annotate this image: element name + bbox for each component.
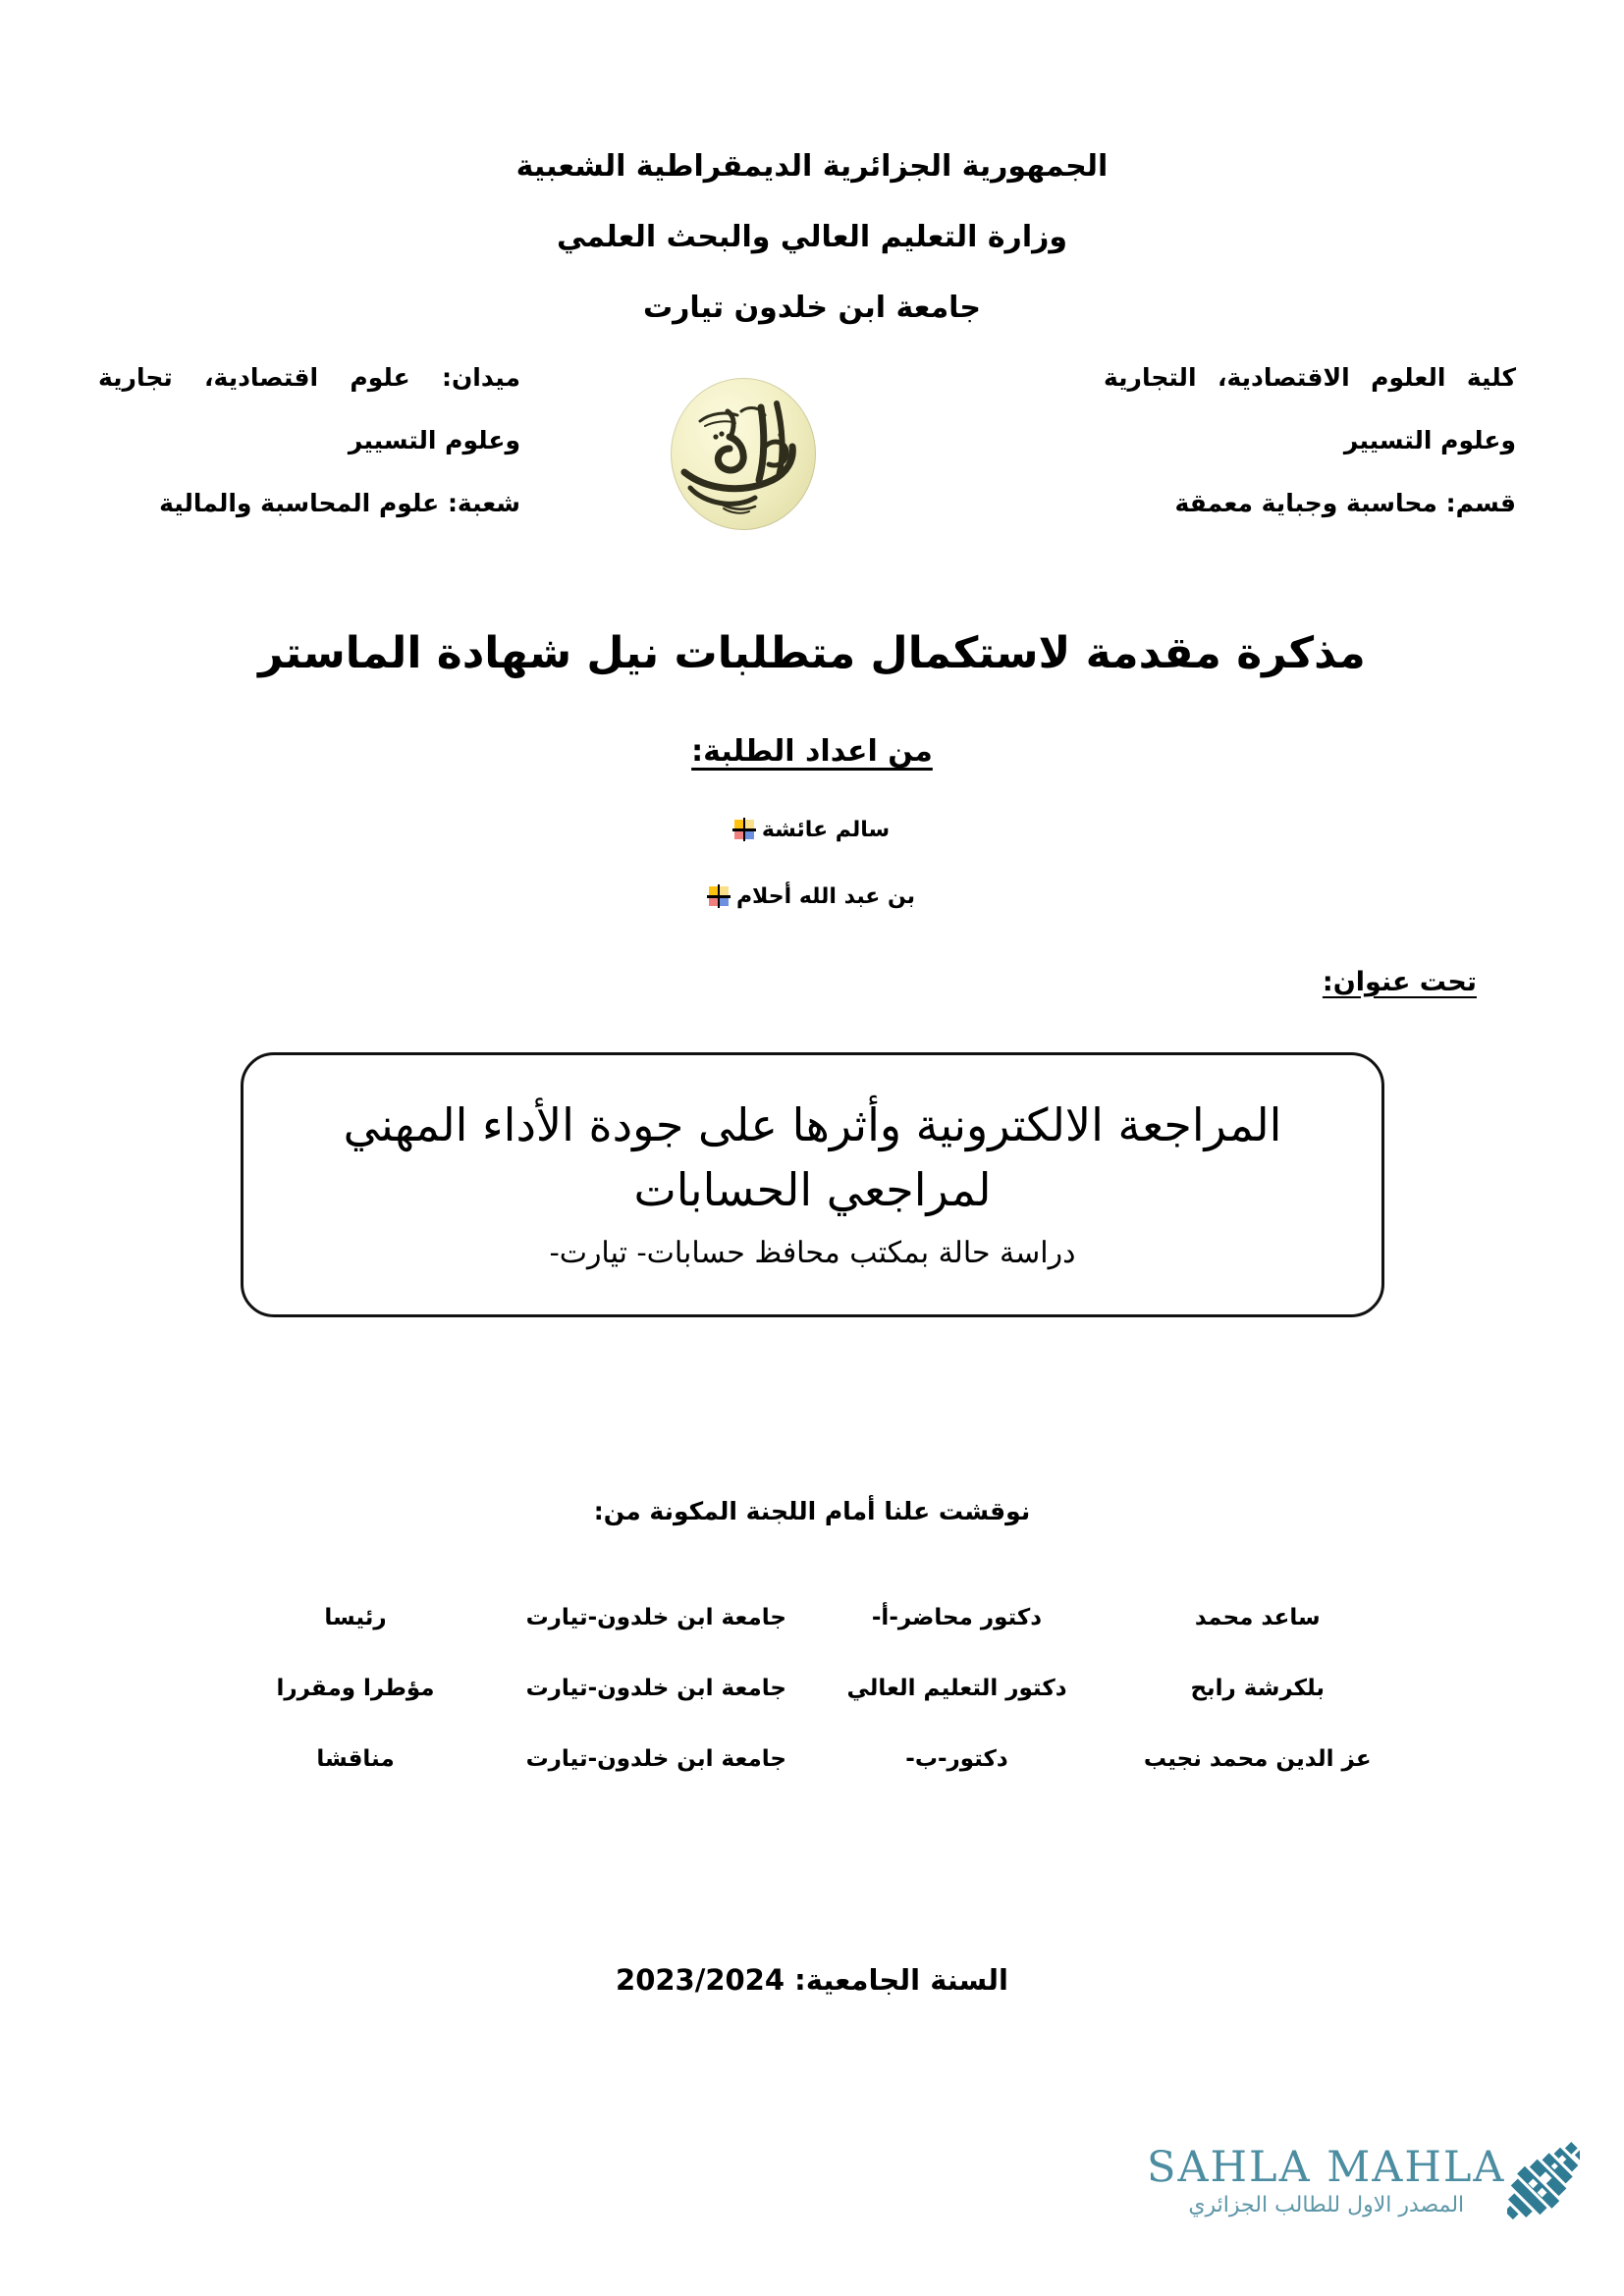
under-title-label-wrapper <box>1323 967 1477 997</box>
student-name-1: سالم عائشة <box>761 817 891 842</box>
watermark-title: SAHLA MAHLA <box>1147 2143 1506 2192</box>
ministry-line: وزارة التعليم العالي والبحث العلمي <box>556 220 1068 254</box>
thesis-subtitle: دراسة حالة بمكتب محافظ حسابات- تيارت- <box>549 1235 1076 1270</box>
student-row-1 <box>0 817 1624 842</box>
jury-rank: دكتور محاضر-أ- <box>871 1605 1043 1630</box>
degree-statement: مذكرة مقدمة لاستكمال متطلبات نيل شهادة الماستر <box>258 628 1366 678</box>
under-title-label: تحت عنوان: <box>1322 967 1477 997</box>
table-row <box>211 1724 1414 1794</box>
republic-line: الجمهورية الجزائرية الديمقراطية الشعبية <box>515 149 1109 184</box>
jury-rank: دكتور التعليم العالي <box>846 1676 1067 1701</box>
bullet-marker-icon-2 <box>709 886 729 906</box>
jury-university: جامعة ابن خلدون-تيارت <box>525 1676 786 1701</box>
thesis-title-line1: المراجعة الالكترونية وأثرها على جودة الأداء المهني <box>343 1098 1282 1152</box>
jury-rank: دكتور-ب- <box>905 1746 1008 1772</box>
students-label-wrapper <box>0 734 1624 769</box>
faculty-row-1 <box>98 363 1526 392</box>
faculty-name-line1: كلية العلوم الاقتصادية، التجارية <box>1104 363 1516 392</box>
table-row <box>211 1582 1414 1653</box>
thesis-title-box <box>241 1052 1384 1317</box>
watermark-text <box>1147 2143 1506 2217</box>
watermark-tagline: المصدر الاول للطالب الجزائري <box>1188 2193 1465 2217</box>
jury-role: مناقشا <box>316 1746 395 1772</box>
thesis-title-line2: لمراجعي الحسابات <box>633 1162 992 1216</box>
branch-line: شعبة: علوم المحاسبة والمالية <box>159 489 520 517</box>
thesis-title-main <box>277 1094 1348 1222</box>
field-name-line2: وعلوم التسيير <box>348 426 520 454</box>
jury-name: ساعد محمد <box>1194 1605 1321 1630</box>
faculty-name-line2: وعلوم التسيير <box>1343 426 1516 454</box>
university-line: جامعة ابن خلدون تيارت <box>642 291 982 325</box>
sahla-mahla-diamond-icon <box>1507 2128 1580 2236</box>
jury-university: جامعة ابن خلدون-تيارت <box>525 1746 786 1772</box>
bullet-marker-icon <box>734 820 754 839</box>
field-name-line1: ميدان: علوم اقتصادية، تجارية <box>98 363 520 392</box>
jury-role: مؤطرا ومقررا <box>276 1676 435 1701</box>
department-line: قسم: محاسبة وجباية معمقة <box>1174 489 1516 517</box>
jury-role: رئيسا <box>324 1605 387 1630</box>
document-header <box>0 149 1624 325</box>
student-row-2 <box>0 883 1624 909</box>
academic-year: السنة الجامعية: 2023/2024 <box>616 1963 1008 1997</box>
jury-name: بلكرشة رابح <box>1190 1676 1326 1701</box>
jury-table <box>211 1582 1414 1794</box>
sahla-mahla-watermark <box>1147 2118 1559 2246</box>
students-label: من اعداد الطلبة: <box>691 734 933 769</box>
jury-name: عز الدين محمد نجيب <box>1143 1746 1372 1772</box>
university-logo-icon <box>671 378 816 530</box>
jury-university: جامعة ابن خلدون-تيارت <box>525 1605 786 1630</box>
faculty-row-3 <box>98 489 1526 517</box>
table-row <box>211 1653 1414 1724</box>
jury-intro: نوقشت علنا أمام اللجنة المكونة من: <box>593 1497 1031 1525</box>
student-name-2: بن عبد الله أحلام <box>735 883 916 909</box>
